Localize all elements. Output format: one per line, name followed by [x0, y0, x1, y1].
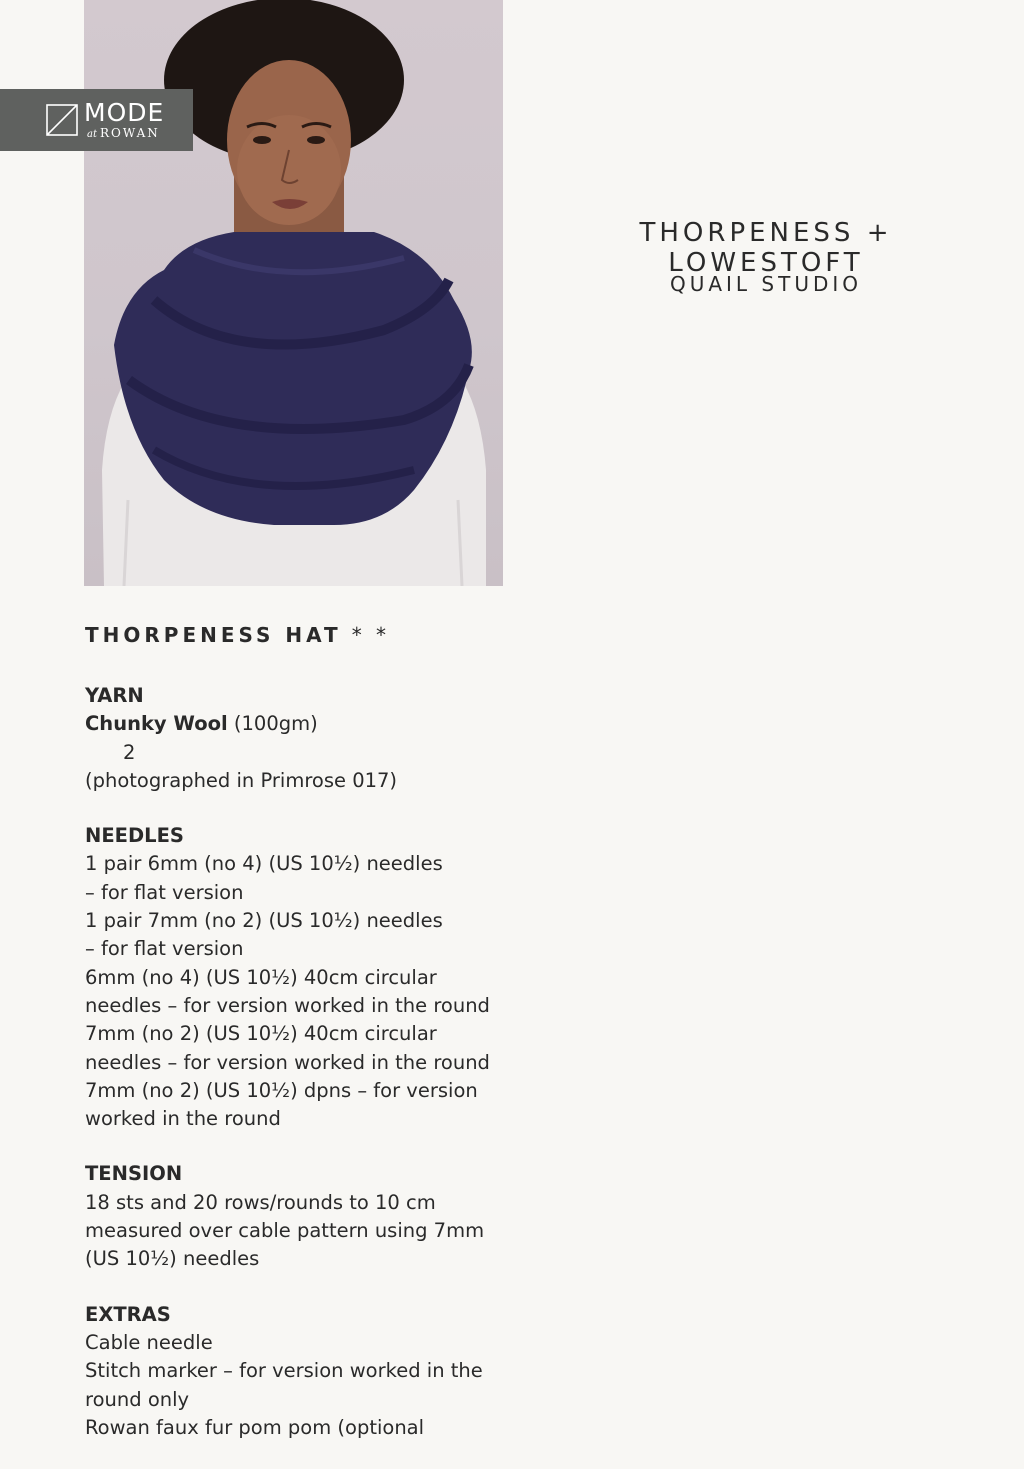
- needles-line: 7mm (no 2) (US 10½) 40cm circular: [85, 1022, 437, 1046]
- tension-heading: TENSION: [85, 1162, 183, 1186]
- yarn-name: Chunky Wool: [85, 712, 228, 736]
- mode-at-rowan-logo: [0, 89, 193, 151]
- logo-sub-prefix: at: [87, 129, 97, 140]
- logo-sub: [87, 127, 160, 140]
- designer-name: QUAIL STUDIO: [669, 272, 863, 296]
- model-photo: [84, 0, 503, 586]
- needles-line: 7mm (no 2) (US 10½) dpns – for version: [85, 1078, 478, 1102]
- needles-line: – for flat version: [85, 880, 244, 904]
- extras-line: Rowan faux fur pom pom (optional: [85, 1415, 425, 1439]
- needles-heading: NEEDLES: [85, 824, 184, 848]
- extras-section: [85, 1301, 505, 1442]
- extras-heading: EXTRAS: [85, 1302, 171, 1326]
- needles-line: needles – for version worked in the round: [85, 1050, 490, 1074]
- yarn-note: (photographed in Primrose 017): [85, 768, 398, 792]
- extras-line: Stitch marker – for version worked in the: [85, 1359, 483, 1383]
- needles-line: 1 pair 6mm (no 4) (US 10½) needles: [85, 852, 443, 876]
- tension-line: measured over cable pattern using 7mm: [85, 1219, 485, 1243]
- needles-line: worked in the round: [85, 1107, 281, 1131]
- tension-line: (US 10½) needles: [85, 1247, 260, 1271]
- needles-line: 1 pair 7mm (no 2) (US 10½) needles: [85, 909, 443, 933]
- pattern-title: [85, 620, 505, 650]
- needles-line: – for flat version: [85, 937, 244, 961]
- yarn-name-line: [85, 710, 505, 738]
- pattern-details: [85, 620, 505, 1469]
- collection-title: THORPENESS + LOWESTOFT: [639, 218, 893, 278]
- yarn-quantity: 2: [123, 740, 136, 764]
- pattern-name: THORPENESS HAT: [85, 623, 342, 647]
- extras-line: round only: [85, 1387, 190, 1411]
- logo-sub-brand: ROWAN: [99, 126, 160, 140]
- yarn-heading: YARN: [85, 684, 144, 707]
- tension-line: 18 sts and 20 rows/rounds to 10 cm: [85, 1190, 436, 1214]
- needles-line: needles – for version worked in the round: [85, 993, 490, 1017]
- needles-line: 6mm (no 4) (US 10½) 40cm circular: [85, 965, 437, 989]
- logo-mark-icon: [46, 104, 78, 136]
- yarn-weight: (100gm): [233, 712, 318, 736]
- extras-line: Cable needle: [85, 1330, 213, 1354]
- yarn-section: [85, 682, 505, 795]
- needles-section: [85, 822, 505, 1133]
- logo-brand: MODE: [84, 98, 165, 127]
- tension-section: [85, 1160, 505, 1273]
- difficulty-rating: * *: [351, 623, 391, 647]
